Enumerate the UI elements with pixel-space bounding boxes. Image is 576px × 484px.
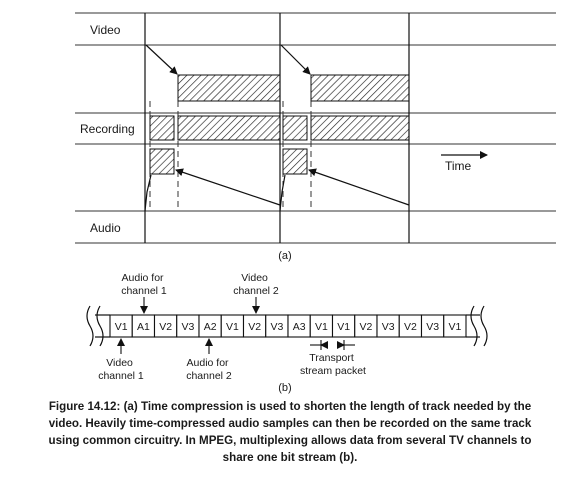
- packet-label: V1: [314, 321, 328, 333]
- packet-label: V2: [248, 321, 262, 333]
- packet-label: V1: [337, 321, 351, 333]
- audio-arrow-1: [176, 170, 280, 205]
- audio-block-1: [150, 149, 174, 174]
- sublabel-a: (a): [278, 250, 292, 262]
- recording-audio-block-2: [283, 116, 307, 140]
- video-block-2: [311, 75, 409, 101]
- packet-label: V3: [270, 321, 284, 333]
- sublabel-b: (b): [278, 382, 292, 394]
- packet-label: V3: [426, 321, 440, 333]
- annotation-video-ch2: Video channel 2: [233, 272, 279, 297]
- packet-label: V1: [225, 321, 239, 333]
- video-arrow-1: [146, 45, 177, 74]
- packet-label: A2: [203, 321, 217, 333]
- annotation-video-ch1: Video channel 1: [98, 357, 144, 382]
- video-arrow-2: [281, 45, 310, 74]
- audio-arrow-2: [309, 170, 409, 205]
- packet-label: V3: [181, 321, 195, 333]
- packet-label: V2: [359, 321, 373, 333]
- row-label-audio: Audio: [90, 221, 121, 235]
- figure-caption: Figure 14.12: (a) Time compression is used to shorten the length of track needed by the video. Heavily time-compressed audio samples can then be recorded on the same track using common circuitry. In MPEG, multiplexing allows data from several TV channels to share one bit stream (b).: [48, 400, 532, 464]
- packet-label: A3: [292, 321, 306, 333]
- recording-video-block-1: [178, 116, 280, 140]
- packet-label: A1: [136, 321, 150, 333]
- packet-label: V3: [381, 321, 395, 333]
- video-block-1: [178, 75, 280, 101]
- annotation-audio-ch2: Audio for channel 2: [186, 357, 232, 382]
- audio-block-2: [283, 149, 307, 174]
- row-label-recording: Recording: [80, 122, 135, 136]
- timing-diagram-a: [75, 13, 556, 262]
- packet-label: V1: [448, 321, 462, 333]
- annotation-transport: Transport stream packet: [300, 352, 366, 377]
- annotation-audio-ch1: Audio for channel 1: [121, 272, 167, 297]
- audio-ramps: [145, 175, 285, 211]
- packet-label: V1: [114, 321, 128, 333]
- row-label-video: Video: [90, 23, 121, 37]
- recording-audio-block-1: [150, 116, 174, 140]
- recording-video-block-2: [311, 116, 409, 140]
- bitstream-diagram-b: [87, 272, 487, 394]
- time-label: Time: [445, 159, 472, 173]
- packet-label: V2: [159, 321, 173, 333]
- packet-label: V2: [403, 321, 417, 333]
- packet-stream: [110, 315, 466, 337]
